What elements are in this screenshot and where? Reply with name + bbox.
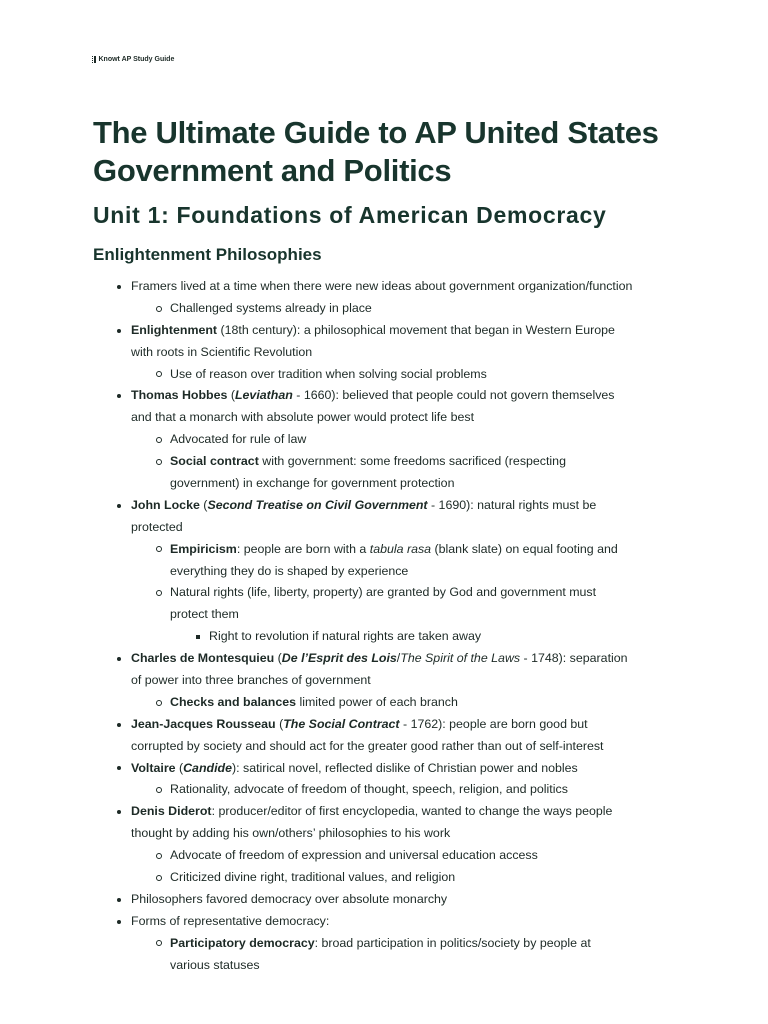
list-item-text: Leviathan: [234, 388, 293, 403]
bullet-icon: [117, 889, 121, 911]
bullet-icon: [117, 714, 121, 736]
list-item-text: The Social Contract: [283, 716, 400, 731]
list-item-text: of power into three branches of government: [131, 673, 371, 688]
list-item: [0, 429, 768, 451]
bullet-icon: [156, 933, 162, 955]
list-item-text: Second Treatise on Civil Government: [207, 497, 428, 512]
list-item-text: corrupted by society and should act for the greater good rather than out of self-interest: [131, 738, 604, 753]
list-item-text: with roots in Scientific Revolution: [131, 344, 313, 359]
list-item-text: Candide: [183, 760, 232, 775]
unit-heading: Unit 1: Foundations of American Democracy: [93, 202, 607, 228]
list-item-text: limited power of each branch: [296, 694, 458, 709]
list-item-text: : broad participation in politics/society by people at: [314, 935, 591, 950]
list-item-text: Forms of representative democracy:: [131, 913, 330, 928]
list-item-text: Enlightenment: [131, 322, 218, 337]
bullet-icon: [156, 582, 162, 604]
list-item-text: Use of reason over tradition when solving social problems: [170, 366, 487, 381]
bullet-icon: [156, 779, 162, 801]
bullet-icon: [196, 626, 200, 648]
list-item-text: Voltaire: [131, 760, 176, 775]
list-item: [0, 692, 768, 714]
list-item: [0, 407, 768, 429]
list-item: [0, 648, 768, 670]
list-item-text: thought by adding his own/others’ philosophies to his work: [131, 826, 451, 841]
list-item-text: Checks and balances: [170, 694, 297, 709]
list-item: [0, 517, 768, 539]
list-item: [0, 298, 768, 320]
list-item: [0, 626, 768, 648]
list-item: [0, 473, 768, 495]
list-item: [0, 539, 768, 561]
bullet-icon: [117, 911, 121, 933]
list-item: [0, 604, 768, 626]
list-item-text: Rationality, advocate of freedom of thought, speech, religion, and politics: [170, 782, 568, 797]
list-item-text: Thomas Hobbes: [131, 388, 228, 403]
list-item-text: Framers lived at a time when there were new ideas about government organization/function: [131, 279, 633, 293]
list-item-text: and that a monarch with absolute power would protect life best: [131, 410, 475, 425]
list-item: [0, 342, 768, 364]
list-item-text: Advocated for rule of law: [170, 432, 307, 447]
list-item-text: Right to revolution if natural rights are taken away: [209, 629, 482, 644]
bullet-icon: [117, 495, 121, 517]
list-item: [0, 364, 768, 386]
document-header: [92, 56, 174, 63]
list-item-text: everything they do is shaped by experience: [170, 563, 409, 578]
list-item: [0, 867, 768, 889]
list-item-text: - 1660): believed that people could not govern themselves: [292, 388, 615, 403]
list-item-text: Participatory democracy: [170, 935, 315, 950]
bullet-icon: [156, 539, 162, 561]
bullet-icon: [156, 451, 162, 473]
list-item: [0, 714, 768, 736]
list-item-text: (: [274, 651, 282, 666]
list-item-text: : people are born with a: [236, 541, 370, 556]
list-item: [0, 561, 768, 583]
list-item-text: : producer/editor of first encyclopedia, wanted to change the ways people: [211, 804, 613, 819]
list-item: [0, 889, 768, 911]
notes-list: [0, 276, 768, 977]
list-item: [0, 823, 768, 845]
list-item-text: /: [396, 651, 401, 666]
list-item-text: Natural rights (life, liberty, property) are granted by God and government must: [170, 585, 597, 600]
list-item: [0, 779, 768, 801]
bullet-icon: [156, 845, 162, 867]
list-item: [0, 495, 768, 517]
list-item: [0, 670, 768, 692]
list-item: [0, 758, 768, 780]
knowt-logo-icon: [92, 56, 96, 63]
section-heading: Enlightenment Philosophies: [93, 245, 322, 264]
list-item-text: Philosophers favored democracy over absolute monarchy: [131, 891, 448, 906]
bullet-icon: [117, 276, 121, 298]
list-item: [0, 911, 768, 933]
list-item-text: Criticized divine right, traditional values, and religion: [170, 870, 456, 885]
list-item-text: - 1762): people are born good but: [399, 716, 588, 731]
bullet-icon: [117, 758, 121, 780]
bullet-icon: [156, 364, 162, 386]
list-item-text: (blank slate) on equal footing and: [431, 541, 618, 556]
list-item: [0, 955, 768, 977]
list-item-text: (: [275, 716, 284, 731]
list-item: [0, 320, 768, 342]
list-item: [0, 801, 768, 823]
list-item-text: Advocate of freedom of expression and universal education access: [170, 848, 538, 863]
list-item-text: (: [227, 388, 235, 403]
bullet-icon: [156, 692, 162, 714]
list-item-text: Empiricism: [170, 541, 237, 556]
bullet-icon: [117, 801, 121, 823]
header-brand: Knowt AP Study Guide: [98, 56, 175, 63]
list-item-text: Jean-Jacques Rousseau: [131, 716, 276, 731]
page-title: The Ultimate Guide to AP United States Government and Politics: [93, 115, 659, 188]
list-item: [0, 276, 768, 298]
bullet-icon: [156, 429, 162, 451]
list-item-text: Charles de Montesquieu: [131, 651, 275, 666]
list-item-text: - 1748): separation: [520, 651, 628, 666]
list-item: [0, 736, 768, 758]
list-item-text: protect them: [170, 607, 239, 622]
bullet-icon: [117, 385, 121, 407]
list-item-text: De l’Esprit des Lois: [281, 651, 397, 666]
list-item: [0, 451, 768, 473]
list-item: [0, 385, 768, 407]
bullet-icon: [156, 298, 162, 320]
bullet-icon: [117, 648, 121, 670]
list-item: [0, 845, 768, 867]
list-item-text: protected: [131, 519, 183, 534]
list-item-text: (: [199, 497, 208, 512]
list-item: [0, 582, 768, 604]
list-item: [0, 933, 768, 955]
list-item-text: with government: some freedoms sacrificed (respecting: [258, 454, 566, 469]
list-item-text: - 1690): natural rights must be: [427, 497, 597, 512]
list-item-text: (18th century): a philosophical movement that began in Western Europe: [217, 322, 615, 337]
bullet-icon: [156, 867, 162, 889]
list-item-text: tabula rasa: [369, 541, 432, 556]
list-item-text: ): satirical novel, reflected dislike of Christian power and nobles: [232, 760, 578, 775]
list-item-text: government) in exchange for government protection: [170, 476, 455, 491]
list-item-text: Denis Diderot: [131, 804, 212, 819]
list-item-text: Social contract: [170, 454, 259, 469]
list-item-text: various statuses: [170, 957, 260, 972]
list-item-text: John Locke: [131, 497, 200, 512]
list-item-text: (: [175, 760, 184, 775]
list-item-text: Challenged systems already in place: [170, 300, 372, 315]
bullet-icon: [117, 320, 121, 342]
list-item-text: The Spirit of the Laws: [400, 651, 521, 666]
